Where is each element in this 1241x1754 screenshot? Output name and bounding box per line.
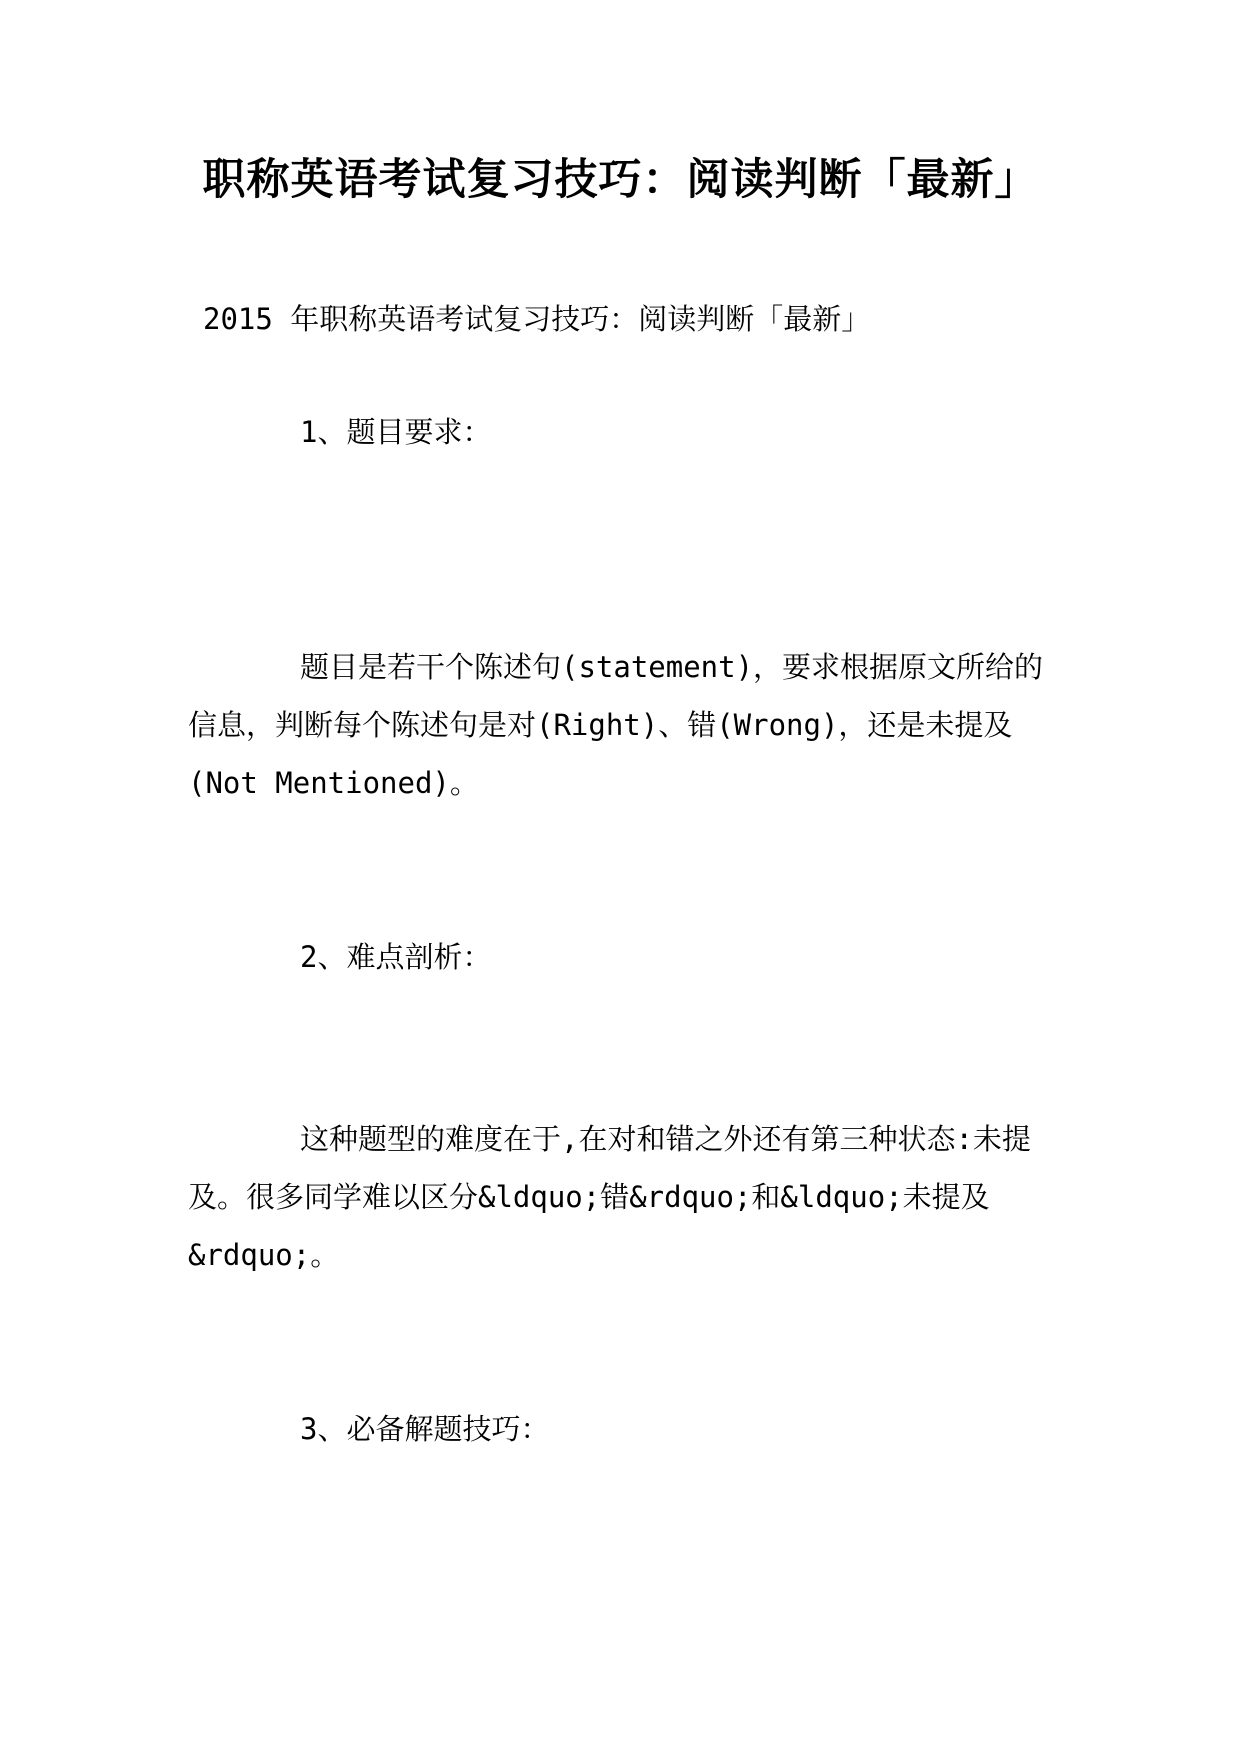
section-heading-difficulty: 2、难点剖析：: [300, 940, 492, 974]
section-heading-techniques: 3、必备解题技巧：: [300, 1412, 550, 1446]
document-subtitle: 2015 年职称英语考试复习技巧：阅读判断「最新」: [203, 302, 871, 336]
section-paragraph-difficulty: 这种题型的难度在于,在对和错之外还有第三种状态:未提及。很多同学难以区分&ldquo;错&rdquo;和&ldquo;未提及&rdquo;。: [188, 1122, 1031, 1272]
document-title: 职称英语考试复习技巧：阅读判断「最新」: [202, 155, 1039, 205]
section-heading-requirements: 1、题目要求：: [300, 415, 492, 449]
section-paragraph-requirements: 题目是若干个陈述句(statement)，要求根据原文所给的信息，判断每个陈述句是对(Right)、错(Wrong)，还是未提及(Not Mentioned)。: [188, 650, 1044, 800]
